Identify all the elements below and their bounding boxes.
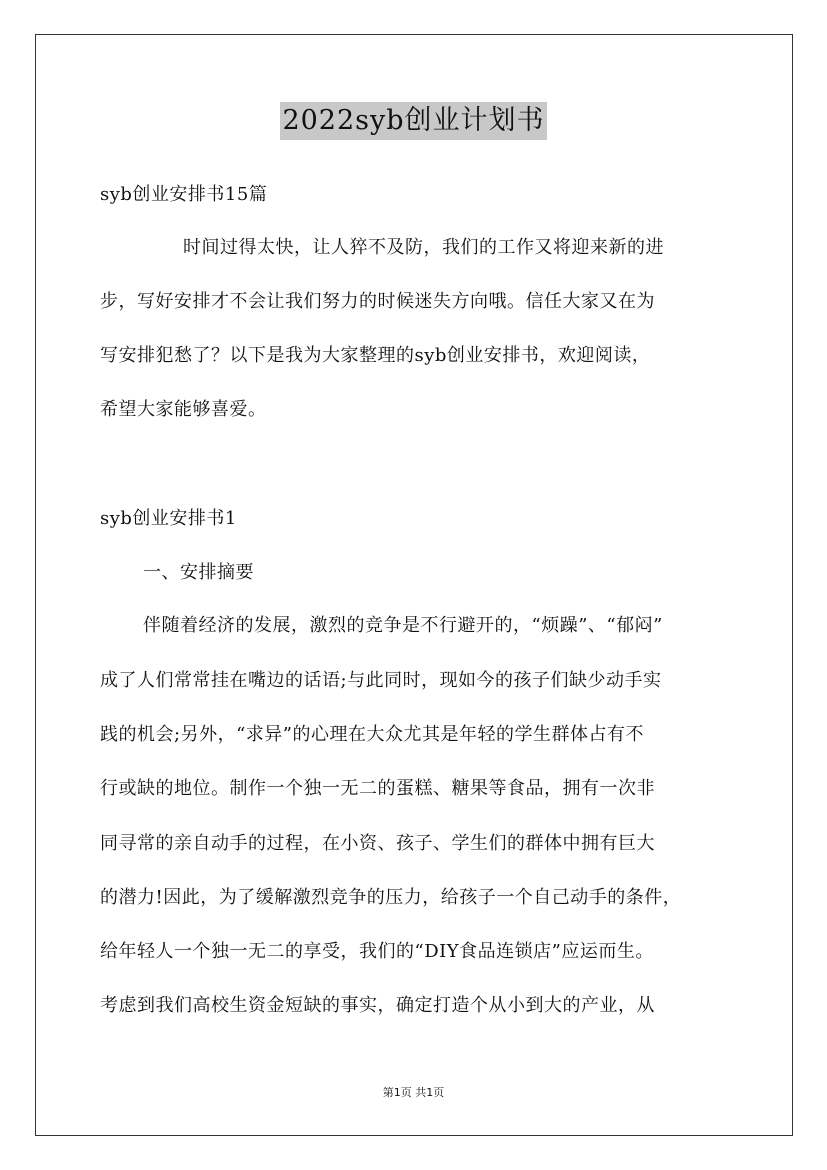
- intro-line: 步，写好安排才不会让我们努力的时候迷失方向哦。信任大家又在为: [100, 291, 655, 312]
- body-line: 给年轻人一个独一无二的享受，我们的“DIY食品连锁店”应运而生。: [100, 941, 654, 962]
- body-line: 考虑到我们高校生资金短缺的事实，确定打造个从小到大的产业，从: [100, 995, 655, 1016]
- section-heading: syb创业安排书1: [100, 508, 237, 529]
- page-footer: 第1页 共1页: [382, 1086, 445, 1099]
- intro-line: 写安排犯愁了？以下是我为大家整理的syb创业安排书，欢迎阅读，: [100, 345, 651, 366]
- body-line: 行或缺的地位。制作一个独一无二的蛋糕、糖果等食品，拥有一次非: [100, 778, 655, 799]
- title-block: [0, 102, 827, 140]
- body-line: 同寻常的亲自动手的过程，在小资、孩子、学生们的群体中拥有巨大: [100, 833, 655, 854]
- document-title: 2022syb创业计划书: [280, 102, 546, 140]
- body-line: 践的机会;另外，“求异”的心理在大众尤其是年轻的学生群体占有不: [100, 724, 644, 745]
- body-line: 伴随着经济的发展，激烈的竞争是不行避开的，“烦躁”、“郁闷”: [143, 615, 663, 636]
- subtitle: syb创业安排书15篇: [100, 184, 268, 205]
- body-line: 成了人们常常挂在嘴边的话语;与此同时，现如今的孩子们缺少动手实: [100, 670, 662, 691]
- subsection-heading: 一、安排摘要: [143, 562, 254, 583]
- intro-line: 希望大家能够喜爱。: [100, 399, 267, 420]
- body-line: 的潜力!因此，为了缓解激烈竞争的压力，给孩子一个自己动手的条件，: [100, 887, 682, 908]
- intro-line: 时间过得太快，让人猝不及防，我们的工作又将迎来新的进: [183, 237, 664, 258]
